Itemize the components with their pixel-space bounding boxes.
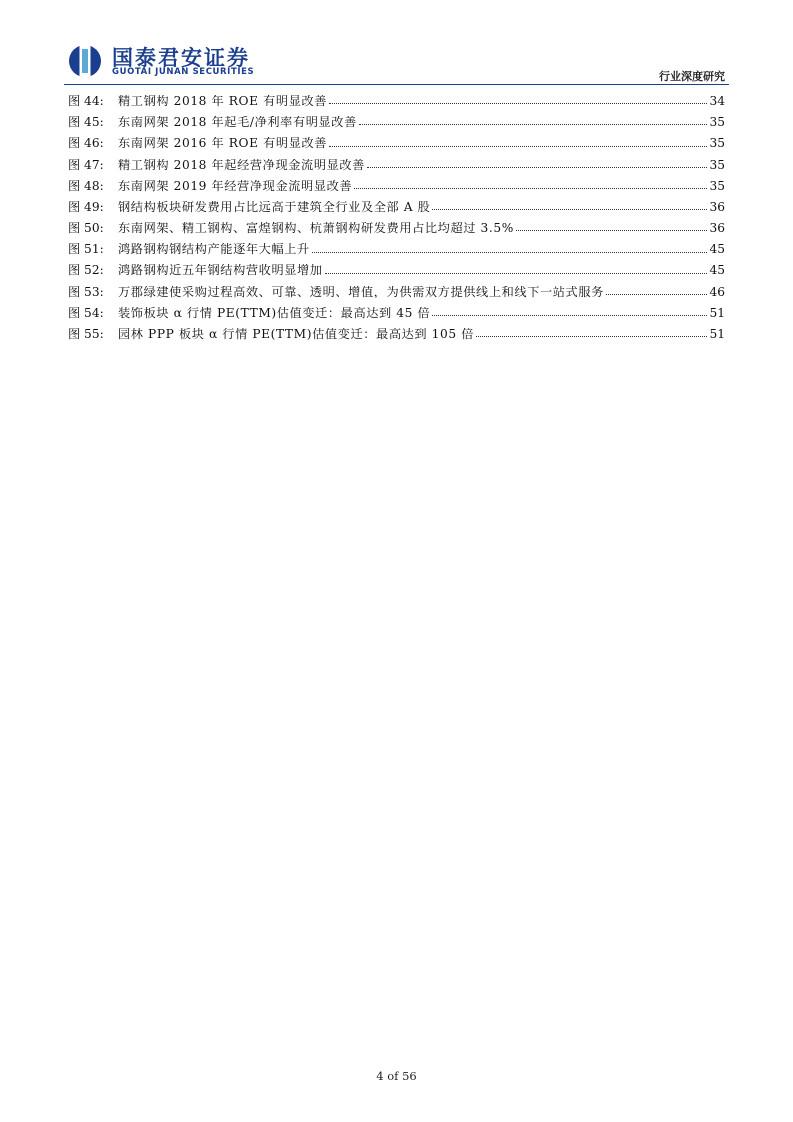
report-type-label: 行业深度研究 [659,70,725,83]
toc-entry[interactable] [68,107,725,128]
toc-figure-title[interactable]: 东南网架 2018 年起毛/净利率有明显改善 [118,116,357,129]
toc-dot-leader [329,103,707,104]
toc-figure-title[interactable]: 精工钢构 2018 年起经营净现金流明显改善 [118,158,365,171]
toc-entry[interactable] [68,319,725,340]
toc-page-number[interactable]: 35 [709,136,725,151]
toc-figure-number: 图 47: [68,157,104,172]
toc-page-number[interactable]: 34 [709,93,725,108]
toc-dot-leader [325,273,708,274]
toc-figure-number: 图 50: [68,221,104,236]
toc-dot-leader [606,294,708,295]
toc-figure-title[interactable]: 钢结构板块研发费用占比远高于建筑全行业及全部 A 股 [118,200,431,214]
guotai-junan-logo-icon [68,44,102,78]
toc-figure-title[interactable]: 园林 PPP 板块 α 行情 PE(TTM)估值变迁：最高达到 105 倍 [118,328,474,341]
toc-figure-title[interactable]: 精工钢构 2018 年 ROE 有明显改善 [118,94,328,108]
toc-page-number[interactable]: 36 [709,199,725,214]
toc-page-number[interactable]: 45 [709,242,725,257]
toc-dot-leader [367,167,708,168]
toc-page-number[interactable]: 36 [709,221,725,236]
toc-figure-number: 图 53: [68,284,104,299]
page-header [0,0,793,86]
toc-figure-number: 图 46: [68,136,104,151]
toc-figure-title[interactable]: 万郡绿建使采购过程高效、可靠、透明、增值，为供需双方提供线上和线下一站式服务 [118,285,604,298]
toc-figure-number: 图 45: [68,115,104,130]
toc-dot-leader [432,209,707,210]
toc-figure-number: 图 44: [68,93,104,108]
toc-dot-leader [329,146,707,147]
toc-page-number[interactable]: 35 [709,115,725,130]
toc-figure-number: 图 55: [68,327,104,342]
toc-figure-title[interactable]: 装饰板块 α 行情 PE(TTM)估值变迁：最高达到 45 倍 [118,306,431,320]
toc-entry[interactable] [68,213,725,234]
toc-page-number[interactable]: 51 [709,327,725,342]
toc-dot-leader [516,230,708,231]
toc-figure-number: 图 48: [68,178,104,193]
toc-figure-title[interactable]: 鸿路钢构近五年钢结构营收明显增加 [118,264,323,277]
figure-table-of-contents [68,86,725,340]
toc-page-number[interactable]: 46 [709,284,725,299]
toc-figure-number: 图 51: [68,242,104,257]
toc-dot-leader [312,252,708,253]
brand-name-cn: 国泰君安证券 [112,46,250,70]
toc-entry[interactable] [68,277,725,298]
toc-figure-number: 图 52: [68,263,104,278]
toc-dot-leader [432,315,707,316]
page-number: 4 of 56 [376,1069,417,1083]
toc-figure-title[interactable]: 东南网架 2016 年 ROE 有明显改善 [118,137,328,150]
toc-dot-leader [359,124,708,125]
toc-entry[interactable] [68,150,725,171]
toc-page-number[interactable]: 35 [709,178,725,193]
toc-figure-title[interactable]: 东南网架、精工钢构、富煌钢构、杭萧钢构研发费用占比均超过 3.5% [118,222,514,235]
toc-entry[interactable] [68,128,725,149]
toc-entry[interactable] [68,234,725,255]
toc-figure-number: 图 49: [68,199,104,214]
toc-dot-leader [354,188,707,189]
toc-page-number[interactable]: 35 [709,157,725,172]
toc-page-number[interactable]: 45 [709,263,725,278]
toc-figure-number: 图 54: [68,305,104,320]
toc-dot-leader [476,336,708,337]
toc-figure-title[interactable]: 鸿路钢构钢结构产能逐年大幅上升 [118,243,310,256]
toc-entry[interactable] [68,298,725,319]
header-divider [64,84,729,85]
toc-entry[interactable] [68,86,725,107]
toc-entry[interactable] [68,256,725,277]
toc-page-number[interactable]: 51 [709,305,725,320]
toc-figure-title[interactable]: 东南网架 2019 年经营净现金流明显改善 [118,179,353,192]
toc-entry[interactable] [68,192,725,213]
brand-name-en: GUOTAI JUNAN SECURITIES [112,67,255,77]
toc-entry[interactable] [68,171,725,192]
